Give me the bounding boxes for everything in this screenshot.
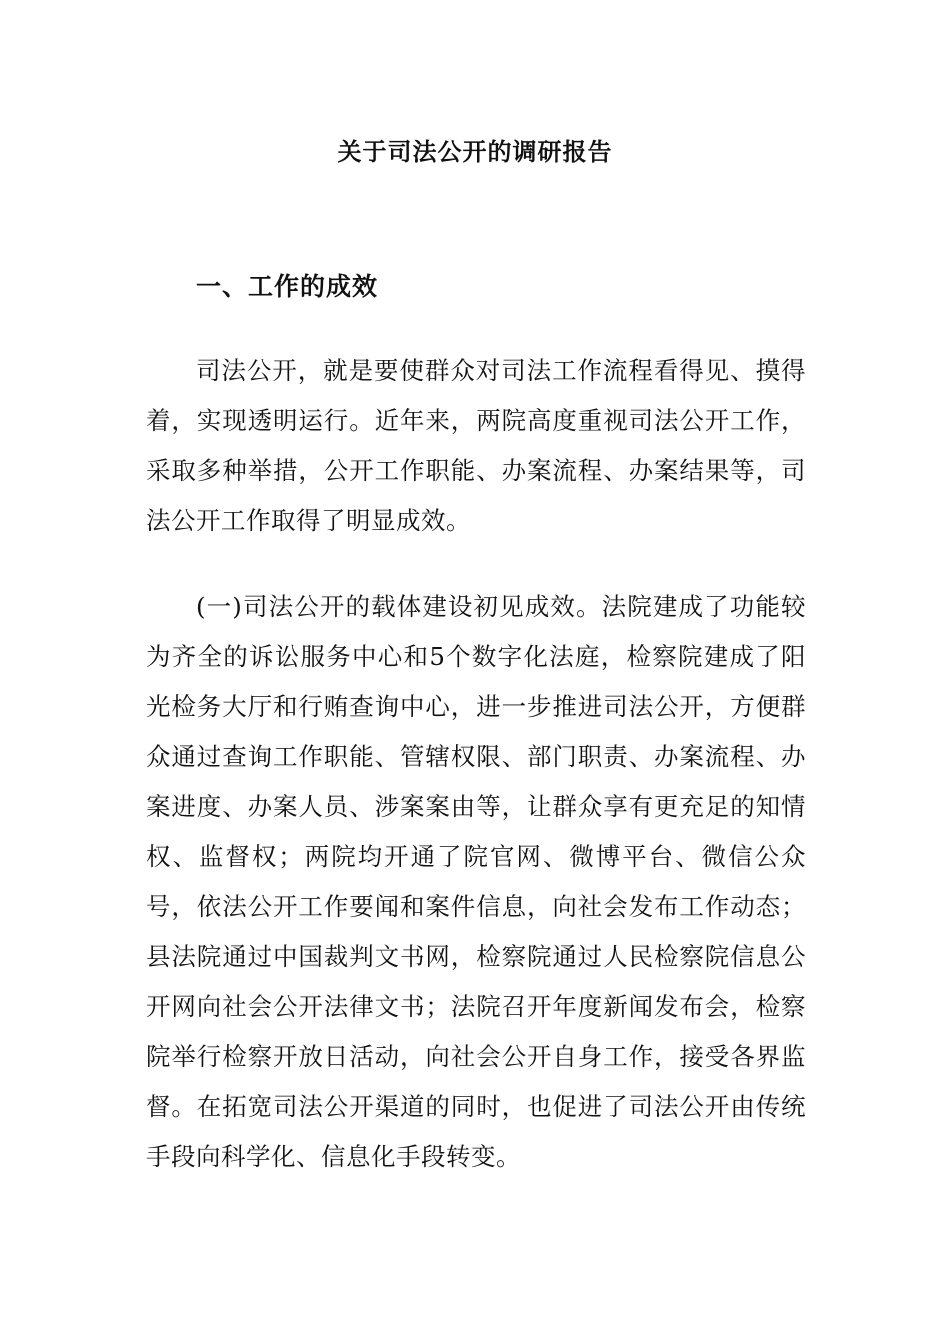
document-title: 关于司法公开的调研报告	[337, 137, 613, 166]
section-heading: 一、工作的成效	[196, 272, 379, 301]
body-paragraph: 司法公开，就是要使群众对司法工作流程看得见、摸得着，实现透明运行。近年来，两院高度重视司法公开工作，采取多种举措，公开工作职能、办案流程、办案结果等，司法公开工作取得了明显成效。	[146, 356, 806, 535]
body-paragraph: (一)司法公开的载体建设初见成效。法院建成了功能较为齐全的诉讼服务中心和5个数字化法庭，检察院建成了阳光检务大厅和行贿查询中心，进一步推进司法公开，方便群众通过查询工作职能、管辖权限、部门职责、办案流程、办案进度、办案人员、涉案案由等，让群众享有更充足的知情权、监督权；两院均开通了院官网、微博平台、微信公众号，依法公开工作要闻和案件信息，向社会发布工作动态；县法院通过中国裁判文书网，检察院通过人民检察院信息公开网向社会公开法律文书；法院召开年度新闻发布会，检察院举行检察开放日活动，向社会公开自身工作，接受各界监督。在拓宽司法公开渠道的同时，也促进了司法公开由传统手段向科学化、信息化手段转变。	[146, 592, 806, 1171]
